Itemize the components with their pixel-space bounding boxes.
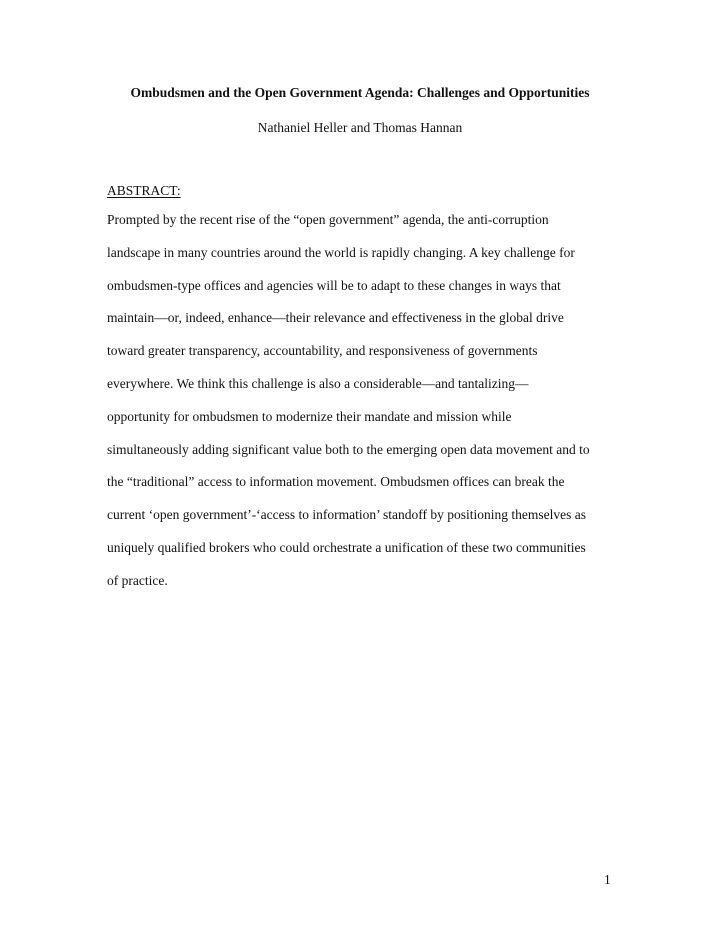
abstract-line: Prompted by the recent rise of the “open government” agenda, the anti-corruption <box>107 212 549 227</box>
page-number: 1 <box>604 872 611 887</box>
abstract-body <box>107 211 627 605</box>
abstract-line: simultaneously adding significant value both to the emerging open data movement and to <box>107 441 590 457</box>
abstract-line: the “traditional” access to information movement. Ombudsmen offices can break the <box>107 474 565 490</box>
abstract-line: maintain—or, indeed, enhance—their relevance and effectiveness in the global drive <box>107 310 564 326</box>
abstract-line: uniquely qualified brokers who could orchestrate a unification of these two communities <box>107 539 586 555</box>
abstract-line: ombudsmen-type offices and agencies will be to adapt to these changes in ways that <box>107 277 561 293</box>
paper-title: Ombudsmen and the Open Government Agenda: Challenges and Opportunities <box>130 85 590 100</box>
abstract-line: toward greater transparency, accountability, and responsiveness of governments <box>107 343 538 359</box>
abstract-heading: ABSTRACT: <box>107 183 181 198</box>
abstract-line: everywhere. We think this challenge is also a considerable—and tantalizing— <box>107 375 529 391</box>
abstract-line: landscape in many countries around the world is rapidly changing. A key challenge for <box>107 244 575 260</box>
abstract-line: of practice. <box>107 572 168 588</box>
abstract-line: current ‘open government’-‘access to information’ standoff by positioning themselves as <box>107 507 586 523</box>
abstract-line: opportunity for ombudsmen to modernize their mandate and mission while <box>107 408 512 424</box>
paper-authors: Nathaniel Heller and Thomas Hannan <box>257 120 463 135</box>
